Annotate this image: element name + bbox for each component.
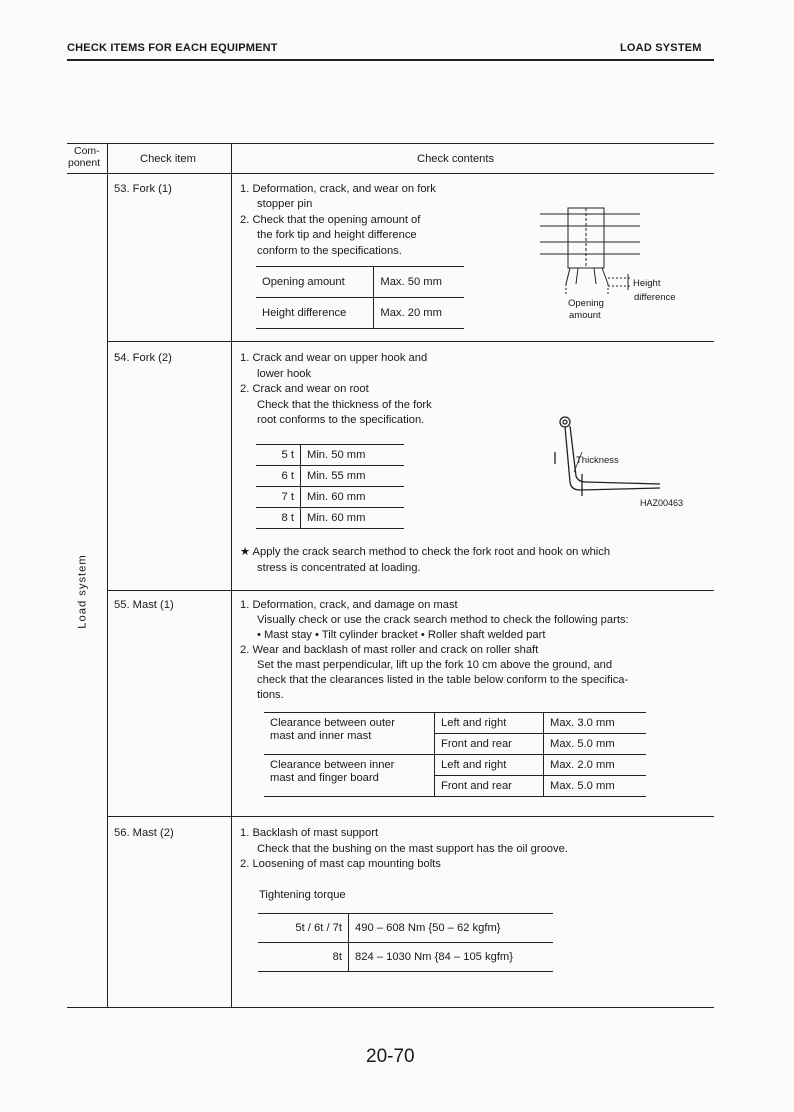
- item-54-line: lower hook: [257, 368, 312, 380]
- table-top-rule: [67, 143, 714, 144]
- item-55-line: • Mast stay • Tilt cylinder bracket • Roller shaft welded part: [257, 629, 546, 641]
- header-rule: [67, 59, 714, 61]
- spec-label: 8 t: [256, 508, 301, 529]
- page-number: 20-70: [366, 1046, 415, 1067]
- clearance-table: [264, 712, 646, 797]
- table-bottom-rule: [67, 1007, 714, 1008]
- clearance-group: [264, 755, 435, 797]
- spec-label: Opening amount: [256, 267, 374, 298]
- fig-label-amount: amount: [569, 310, 601, 321]
- clearance-value: Max. 3.0 mm: [550, 717, 615, 729]
- item-55-line: check that the clearances listed in the table below conform to the specifica-: [257, 674, 629, 686]
- item-55-line: Set the mast perpendicular, lift up the fork 10 cm above the ground, and: [257, 659, 613, 671]
- spec-table-54: [256, 444, 404, 529]
- clearance-value: Max. 5.0 mm: [550, 738, 615, 750]
- row-divider-54: [107, 590, 714, 591]
- item-53-line: 1. Deformation, crack, and wear on fork: [240, 183, 436, 195]
- note-line: ★ Apply the crack search method to check the fork root and hook on which: [240, 546, 611, 558]
- fig-label-height: Height: [633, 278, 661, 289]
- item-title-54: 54. Fork (2): [114, 352, 172, 364]
- spec-label: 7 t: [256, 487, 301, 508]
- table-header-rule: [67, 173, 714, 174]
- row-divider-55: [107, 816, 714, 817]
- spec-value: Max. 20 mm: [380, 307, 442, 319]
- note-line: stress is concentrated at loading.: [257, 562, 421, 574]
- torque-value: 824 – 1030 Nm {84 – 105 kgfm}: [355, 951, 513, 963]
- clearance-value: Max. 2.0 mm: [550, 759, 615, 771]
- clearance-label: mast and inner mast: [270, 730, 372, 742]
- item-54-line: root conforms to the specification.: [257, 414, 425, 426]
- torque-table: [258, 913, 553, 972]
- row-divider-53: [107, 341, 714, 342]
- item-53-line: stopper pin: [257, 198, 313, 210]
- fig-label-thickness: Thickness: [576, 455, 619, 466]
- fig-label-opening: Opening: [568, 298, 604, 309]
- fig-label-code: HAZ00463: [640, 498, 684, 508]
- spec-value: Min. 50 mm: [307, 449, 366, 461]
- item-56-line: Check that the bushing on the mast support has the oil groove.: [257, 843, 568, 855]
- item-53-line: the fork tip and height difference: [257, 229, 417, 241]
- item-title-53: 53. Fork (1): [114, 183, 172, 195]
- item-title-56: 56. Mast (2): [114, 827, 174, 839]
- spec-value: Min. 60 mm: [307, 512, 366, 524]
- direction-cell: Front and rear: [435, 734, 544, 755]
- item-55-line: tions.: [257, 689, 284, 701]
- direction-cell: Front and rear: [435, 776, 544, 797]
- item-53-line: conform to the specifications.: [257, 245, 402, 257]
- item-56-line: 1. Backlash of mast support: [240, 827, 379, 839]
- clearance-label: Clearance between inner: [270, 759, 395, 771]
- item-53-line: 2. Check that the opening amount of: [240, 214, 421, 226]
- fork-opening-diagram: [530, 198, 710, 328]
- item-54-line: 2. Crack and wear on root: [240, 383, 369, 395]
- header-left: CHECK ITEMS FOR EACH EQUIPMENT: [67, 42, 278, 54]
- item-55-line: Visually check or use the crack search method to check the following parts:: [257, 614, 629, 626]
- clearance-value: Max. 5.0 mm: [550, 780, 615, 792]
- header-check-item: Check item: [140, 153, 196, 165]
- torque-value: 490 – 608 Nm {50 – 62 kgfm}: [355, 922, 501, 934]
- spec-label: 5 t: [256, 445, 301, 466]
- spec-label: 6 t: [256, 466, 301, 487]
- item-54-line: 1. Crack and wear on upper hook and: [240, 352, 428, 364]
- torque-label: Tightening torque: [259, 889, 346, 901]
- item-54-line: Check that the thickness of the fork: [257, 399, 432, 411]
- header-component-2: ponent: [68, 157, 101, 169]
- item-55-line: 1. Deformation, crack, and damage on mast: [240, 599, 458, 611]
- torque-size: 8t: [258, 943, 349, 972]
- clearance-group: [264, 713, 435, 755]
- header-right: LOAD SYSTEM: [620, 42, 702, 54]
- col-divider-2: [231, 143, 232, 1007]
- spec-value: Min. 55 mm: [307, 470, 366, 482]
- spec-table-53: [256, 266, 464, 329]
- torque-size: 5t / 6t / 7t: [258, 914, 349, 943]
- component-label: Load system: [76, 554, 89, 629]
- col-divider-1: [107, 143, 108, 1007]
- header-component-1: Com-: [74, 145, 100, 157]
- item-title-55: 55. Mast (1): [114, 599, 174, 611]
- clearance-label: mast and finger board: [270, 772, 379, 784]
- header-check-contents: Check contents: [417, 153, 495, 165]
- fig-label-difference: difference: [634, 292, 676, 303]
- item-56-line: 2. Loosening of mast cap mounting bolts: [240, 858, 441, 870]
- clearance-label: Clearance between outer: [270, 717, 396, 729]
- spec-label: Height difference: [256, 298, 374, 329]
- direction-cell: Left and right: [435, 755, 544, 776]
- item-55-line: 2. Wear and backlash of mast roller and crack on roller shaft: [240, 644, 539, 656]
- spec-value: Min. 60 mm: [307, 491, 366, 503]
- direction-cell: Left and right: [435, 713, 544, 734]
- spec-value: Max. 50 mm: [380, 276, 442, 288]
